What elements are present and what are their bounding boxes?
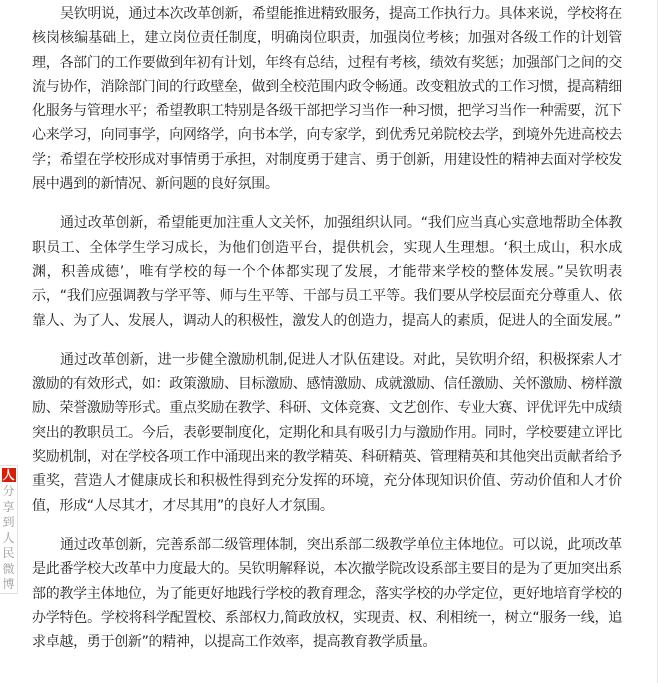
people-weibo-icon: 人 bbox=[2, 468, 15, 482]
article-body bbox=[32, 2, 622, 669]
paragraph: 吴钦明说，通过本次改革创新，希望能推进精致服务，提高工作执行力。具体来说，学校将在核岗核编基础上，建立岗位责任制度，明确岗位职责，加强岗位考核；加强对各级工作的计划管理，各部门的工作要做到年初有计划，年终有总结，过程有考核，绩效有奖惩；加强部门之间的交流与协作，消除部门间的行政壁垒，做到全校范围内政令畅通。改变粗放式的工作习惯，提高精细化服务与管理水平；希望教职工特别是各级干部把学习当作一种习惯，把学习当作一种需要，沉下心来学习，向同事学，向网络学，向书本学，向专家学，到优秀兄弟院校去学，到境外先进高校去学；希望在学校形成对事情勇于承担，对制度勇于建言、勇于创新，用建设性的精神去面对学校发展中遇到的新情况、新问题的良好氛围。 bbox=[32, 6, 622, 193]
paragraph: 通过改革创新，完善系部二级管理体制，突出系部二级教学单位主体地位。可以说，此项改革是此番学校大改革中力度最大的。吴钦明解释说，本次撤学院改设系部主要目的是为了更加突出系部的教学主体地位，为了能更好地践行学校的教育理念，落实学校的办学定位，更好地培育学校的办学特色。学校将科学配置校、系部权力,简政放权，实现责、权、利相统一，树立“服务一线，追求卓越，勇于创新”的精神，以提高工作效率，提高教育教学质量。 bbox=[32, 536, 622, 651]
share-label: 分享到人民微博 bbox=[2, 484, 15, 591]
share-to-people-weibo-button[interactable] bbox=[0, 465, 18, 594]
content-border bbox=[657, 0, 658, 683]
paragraph: 通过改革创新，进一步健全激励机制,促进人才队伍建设。对此，吴钦明介绍，积极探索人才激励的有效形式，如：政策激励、目标激励、感情激励、成就激励、信任激励、关怀激励、榜样激励、荣誉激励等形式。重点奖励在教学、科研、文体竞赛、文艺创作、专业大赛、评优评先中成绩突出的教职员工。今后，表彰要制度化，定期化和具有吸引力与激励作用。同时，学校要建立评比奖励机制，对在学校各项工作中涌现出来的教学精英、科研精英、管理精英和其他突出贡献者给予重奖，营造人才健康成长和积极性得到充分发挥的环境，充分体现知识价值、劳动价值和人才价值，形成“人尽其才，才尽其用”的良好人才氛围。 bbox=[32, 351, 622, 514]
paragraph: 通过改革创新，希望能更加注重人文关怀，加强组织认同。“我们应当真心实意地帮助全体教职员工、全体学生学习成长，为他们创造平台，提供机会，实现人生理想。‘积土成山，积水成渊，积善成德’，唯有学校的每一个个体都实现了发展，才能带来学校的整体发展。”吴钦明表示，“我们应强调教与学平等、师与生平等、干部与员工平等。我们要从学校层面充分尊重人、依靠人、为了人、发展人，调动人的积极性，激发人的创造力，提高人的素质，促进人的全面发展。” bbox=[32, 215, 622, 329]
